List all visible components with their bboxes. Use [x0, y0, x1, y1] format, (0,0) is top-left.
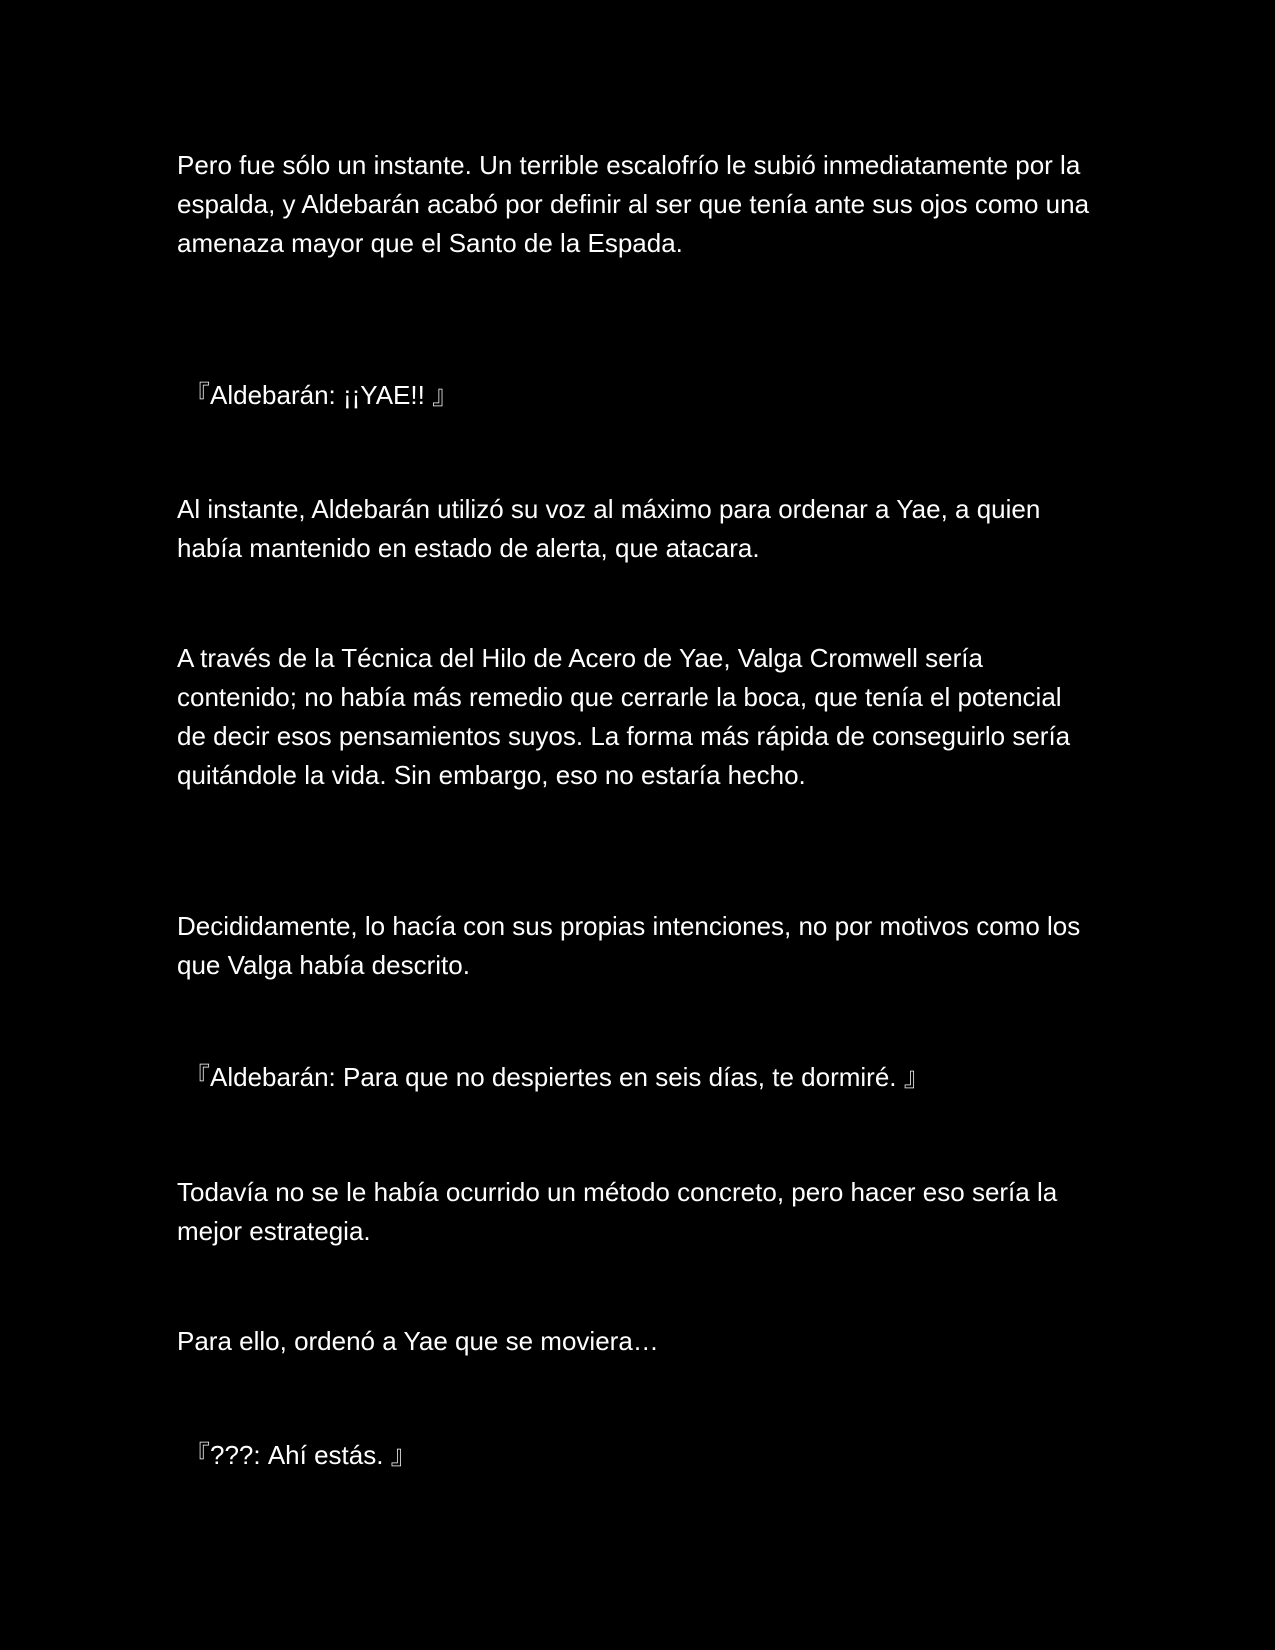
dialogue-line-aldebaran-sleep: 『Aldebarán: Para que no despiertes en seis días, te dormiré. 』	[184, 1062, 930, 1092]
narrative-paragraph-5: Todavía no se le había ocurrido un método concreto, pero hacer eso sería la mejor estrategia.	[177, 1177, 1058, 1246]
narrative-paragraph-6: Para ello, ordenó a Yae que se moviera…	[177, 1326, 659, 1356]
narrative-paragraph-2: Al instante, Aldebarán utilizó su voz al máximo para ordenar a Yae, a quien había mantenido en estado de alerta, que atacara.	[177, 494, 1041, 563]
dialogue-line-unknown: 『???: Ahí estás. 』	[184, 1440, 417, 1470]
narrative-paragraph-1: Pero fue sólo un instante. Un terrible escalofrío le subió inmediatamente por la espalda, y Aldebarán acabó por definir al ser que tenía ante sus ojos como una amenaza mayor que el Santo de la Espada.	[177, 150, 1090, 258]
narrative-paragraph-3: A través de la Técnica del Hilo de Acero de Yae, Valga Cromwell sería contenido; no había más remedio que cerrarle la boca, que tenía el potencial de decir esos pensamientos suyos. La forma más rápida de conseguirlo sería quitándole la vida. Sin embargo, eso no estaría hecho.	[177, 643, 1071, 790]
dialogue-line-aldebaran-shout: 『Aldebarán: ¡¡YAE!! 』	[184, 380, 459, 410]
narrative-paragraph-4: Decididamente, lo hacía con sus propias intenciones, no por motivos como los que Valga había descrito.	[177, 911, 1081, 980]
